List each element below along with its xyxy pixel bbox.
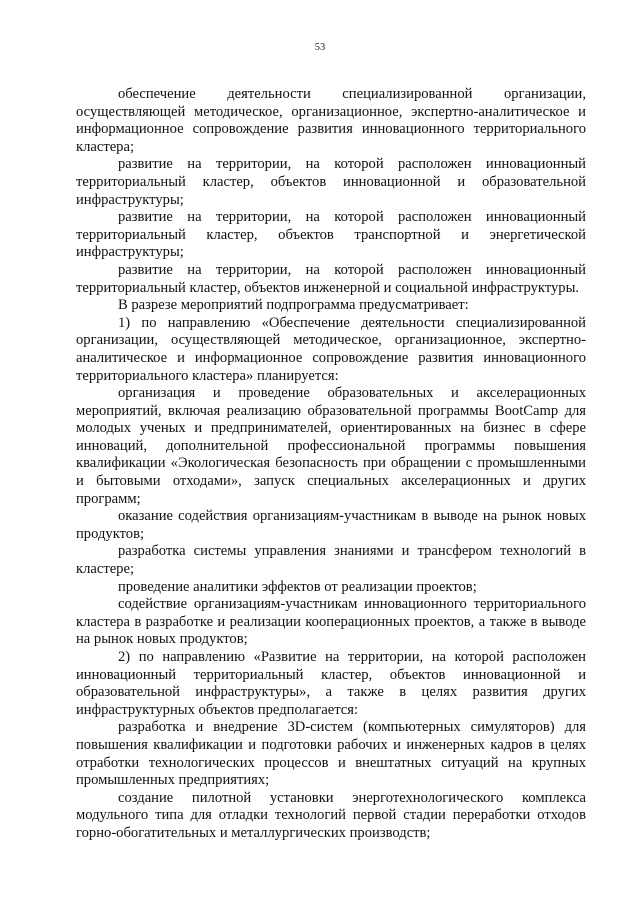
paragraph: 2) по направлению «Развитие на территории, на которой расположен инновационный территориальный кластер, объектов инновационной и образовательной инфраструктуры», а также в целях развития других инфраструктурных объектов предполагается: — [76, 649, 586, 718]
paragraph: создание пилотной установки энерготехнологического комплекса модульного типа для отладки технологий первой стадии переработки отходов горно-обогатительных и металлургических производств; — [76, 789, 586, 841]
paragraph: оказание содействия организациям-участникам в выводе на рынок новых продуктов; — [76, 508, 586, 542]
document-body — [76, 86, 586, 843]
paragraph: развитие на территории, на которой расположен инновационный территориальный кластер, объектов транспортной и энергетической инфраструктуры; — [76, 209, 586, 261]
paragraph: разработка и внедрение 3D-систем (компьютерных симуляторов) для повышения квалификации и подготовки рабочих и инженерных кадров в целях отработки технологических процессов и внештатных ситуаций на крупных промышленных предприятиях; — [76, 719, 586, 789]
paragraph: содействие организациям-участникам инновационного территориального кластера в разработке и реализации кооперационных проектов, а также в выводе на рынок новых продуктов; — [76, 596, 586, 648]
paragraph: развитие на территории, на которой расположен инновационный территориальный кластер, объектов инженерной и социальной инфраструктуры. — [76, 261, 586, 296]
paragraph: организация и проведение образовательных и акселерационных мероприятий, включая реализацию образовательной программы BootCamp для молодых ученых и предпринимателей, ориентированных на бизнес в сфере инноваций, дополнительной профессиональной программы повышения квалификации «Экологическая безопасность при обращении с промышленными и бытовыми отходами», запуск специальных акселерационных и других программ; — [76, 385, 586, 507]
page-number: 53 — [314, 42, 326, 53]
paragraph: проведение аналитики эффектов от реализации проектов; — [118, 578, 477, 595]
paragraph: В разрезе мероприятий подпрограмма предусматривает: — [118, 297, 469, 314]
paragraph: развитие на территории, на которой расположен инновационный территориальный кластер, объектов инновационной и образовательной инфраструктуры; — [76, 156, 586, 208]
paragraph: разработка системы управления знаниями и трансфером технологий в кластере; — [76, 543, 586, 578]
paragraph: 1) по направлению «Обеспечение деятельности специализированной организации, осуществляющей методическое, организационное, экспертно-аналитическое и информационное сопровождение развития инновационного территориального кластера» планируется: — [76, 314, 586, 384]
paragraph: обеспечение деятельности специализированной организации, осуществляющей методическое, организационное, экспертно-аналитическое и информационное сопровождение развития инновационного территориального кластера; — [76, 86, 586, 155]
